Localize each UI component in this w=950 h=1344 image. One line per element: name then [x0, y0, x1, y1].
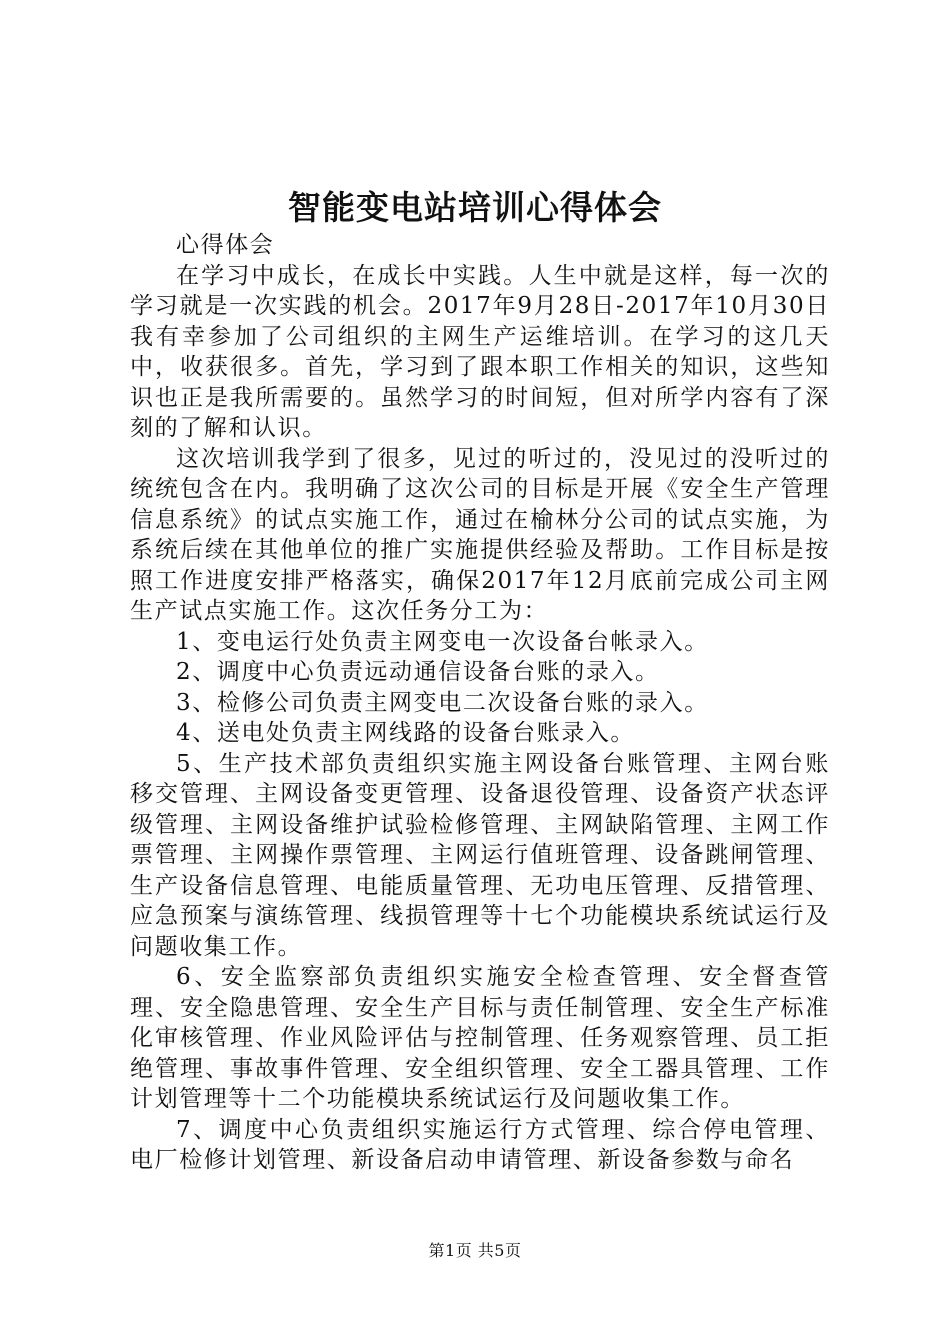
paragraph-intro: 在学习中成长，在成长中实践。人生中就是这样，每一次的学习就是一次实践的机会。2017年9月28日-2017年10月30日我有幸参加了公司组织的主网生产运维培训。在学习的这几天中，收获很多。首先，学习到了跟本职工作相关的知识，这些知识也正是我所需要的。虽然学习的时间短，但对所学内容有了深刻的了解和认识。 [130, 262, 830, 441]
task-item-1: 1、变电运行处负责主网变电一次设备台帐录入。 [176, 628, 709, 655]
document-body [130, 230, 830, 1176]
task-item-5: 5、生产技术部负责组织实施主网设备台账管理、主网台账移交管理、主网设备变更管理、设备退役管理、设备资产状态评级管理、主网设备维护试验检修管理、主网缺陷管理、主网工作票管理、主网操作票管理、主网运行值班管理、设备跳闸管理、生产设备信息管理、电能质量管理、无功电压管理、反措管理、应急预案与演练管理、线损管理等十七个功能模块系统试运行及问题收集工作。 [130, 750, 830, 960]
paragraph-goal: 这次培训我学到了很多，见过的听过的，没见过的没听过的统统包含在内。我明确了这次公司的目标是开展《安全生产管理信息系统》的试点实施工作，通过在榆林分公司的试点实施，为系统后续在其他单位的推广实施提供经验及帮助。工作目标是按照工作进度安排严格落实，确保2017年12月底前完成公司主网生产试点实施工作。这次任务分工为： [130, 445, 830, 624]
task-item-3: 3、检修公司负责主网变电二次设备台账的录入。 [176, 689, 709, 716]
task-item-4: 4、送电处负责主网线路的设备台账录入。 [176, 720, 636, 746]
page-number: 第1页 共5页 [428, 1241, 522, 1260]
task-item-6: 6、安全监察部负责组织实施安全检查管理、安全督查管理、安全隐患管理、安全生产目标与责任制管理、安全生产标准化审核管理、作业风险评估与控制管理、任务观察管理、员工拒绝管理、事故事件管理、安全组织管理、安全工器具管理、工作计划管理等十二个功能模块系统试运行及问题收集工作。 [130, 964, 830, 1112]
document-title: 智能变电站培训心得体会 [288, 188, 662, 227]
section-label: 心得体会 [176, 232, 275, 258]
task-item-2: 2、调度中心负责远动通信设备台账的录入。 [176, 659, 660, 685]
task-item-7: 7、调度中心负责组织实施运行方式管理、综合停电管理、电厂检修计划管理、新设备启动申请管理、新设备参数与命名 [130, 1116, 830, 1173]
